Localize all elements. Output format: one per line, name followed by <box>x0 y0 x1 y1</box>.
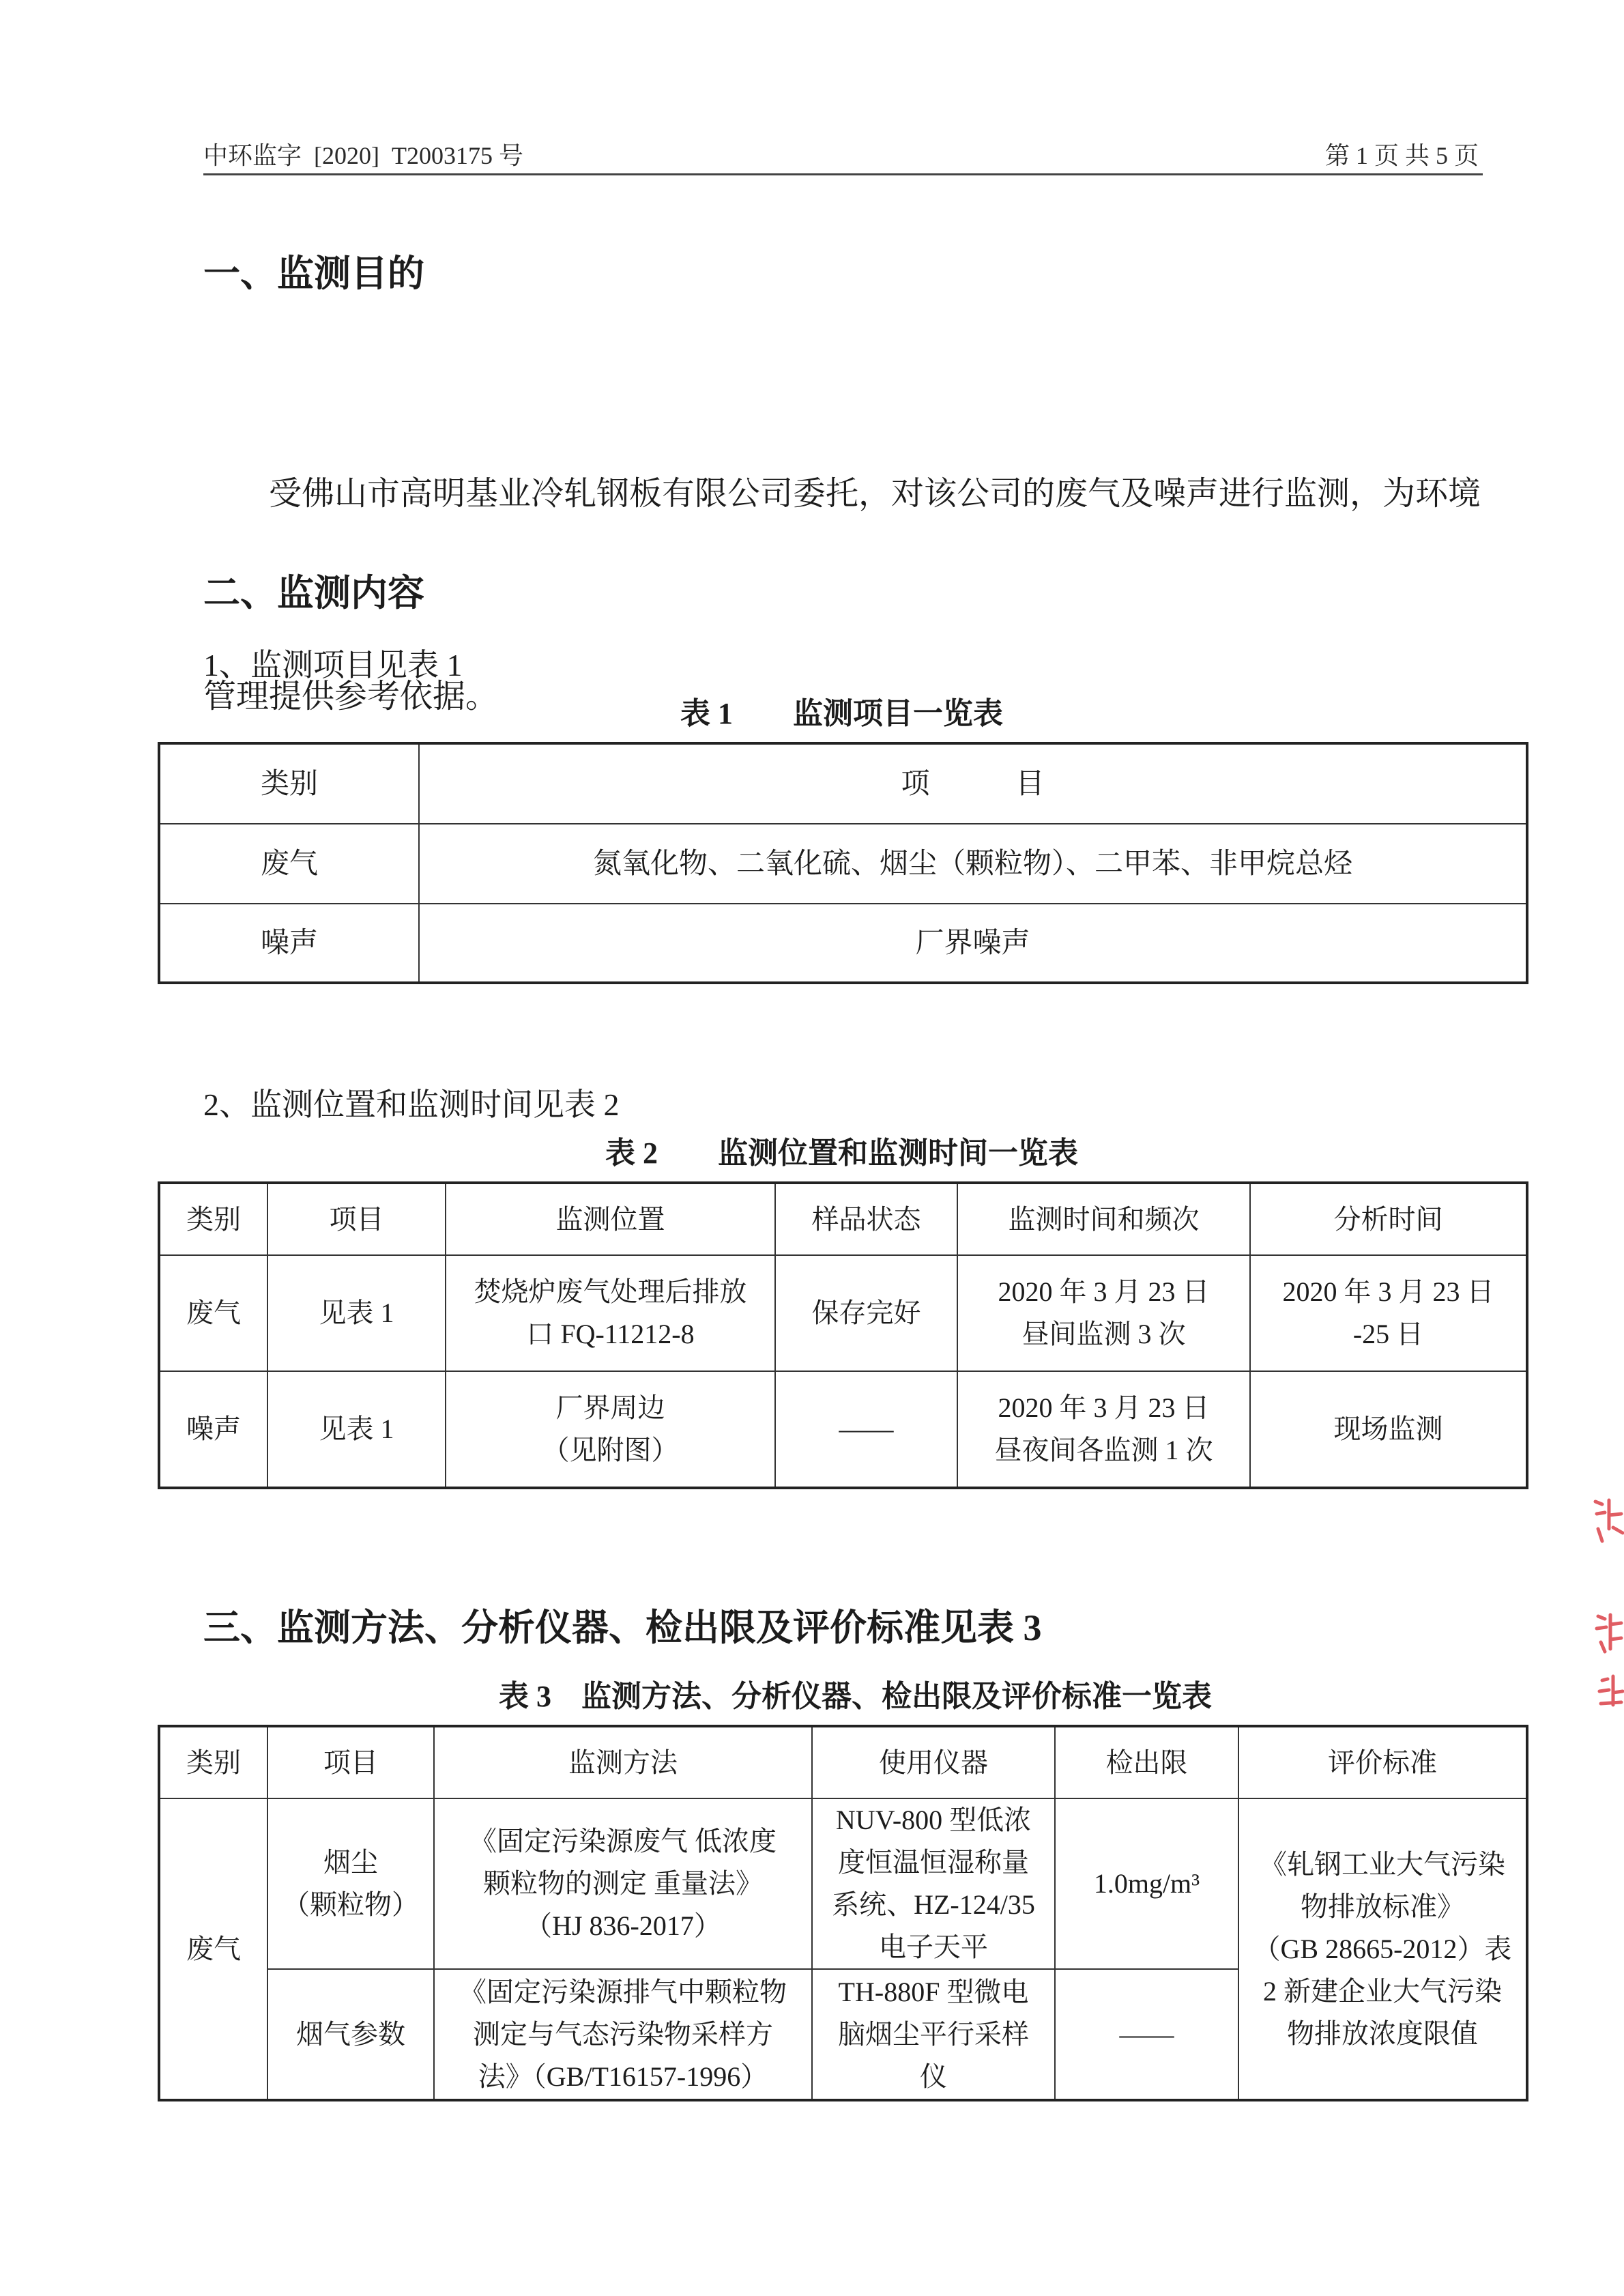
cell-line: 2020 年 3 月 23 日 <box>998 1392 1210 1423</box>
paragraph-line: 管理提供参考依据。 <box>203 678 499 715</box>
table-header-row <box>159 1183 1527 1255</box>
cell-line: 昼夜间各监测 1 次 <box>994 1435 1213 1465</box>
header-rule <box>203 173 1483 175</box>
category-cell: 噪声 <box>159 1371 267 1488</box>
section-heading-methods: 三、监测方法、分析仪器、检出限及评价标准见表 3 <box>203 1607 1042 1648</box>
table-methods-standards <box>158 1725 1528 2101</box>
analysis-time-cell <box>1250 1255 1527 1371</box>
header-cell: 使用仪器 <box>812 1726 1055 1798</box>
table-header-row <box>159 743 1527 824</box>
table-row <box>159 904 1527 983</box>
cell-line: 2020 年 3 月 23 日 <box>998 1276 1210 1307</box>
header-cell: 评价标准 <box>1238 1726 1527 1798</box>
cell-line: 《轧钢工业大气污染 <box>1260 1848 1505 1880</box>
detection-limit-cell: —— <box>1055 1969 1238 2100</box>
cell-line: 颗粒物的测定 重量法》 <box>483 1868 763 1899</box>
cell-line: 厂界周边 <box>555 1392 665 1423</box>
location-cell <box>446 1255 775 1371</box>
table-header-row <box>159 1726 1527 1798</box>
cell-line: -25 日 <box>1352 1319 1424 1349</box>
category-cell: 废气 <box>159 824 419 904</box>
item-cell: 烟气参数 <box>267 1969 434 2100</box>
table-row <box>159 1798 1527 1969</box>
cell-line: 焚烧炉废气处理后排放 <box>474 1276 747 1307</box>
cell-line: 测定与气态污染物采样方 <box>473 2018 773 2050</box>
items-cell: 厂界噪声 <box>419 904 1527 983</box>
detection-limit-cell: 1.0mg/m³ <box>1055 1798 1238 1969</box>
cell-line: 2020 年 3 月 23 日 <box>1282 1276 1494 1307</box>
header-cell: 监测时间和频次 <box>957 1183 1250 1255</box>
document-number: 中环监字 [2020] T2003175 号 <box>203 142 523 169</box>
cell-line: 《固定污染源排气中颗粒物 <box>459 1976 787 2007</box>
sample-state-cell: —— <box>775 1371 957 1488</box>
header-cell: 项目 <box>267 1726 434 1798</box>
cell-line: 法》（GB/T16157-1996） <box>478 2061 768 2092</box>
header-cell: 项 目 <box>419 743 1527 824</box>
header-cell: 监测位置 <box>446 1183 775 1255</box>
table-location-time <box>158 1181 1528 1489</box>
cell-line: 脑烟尘平行采样 <box>838 2018 1029 2050</box>
item-cell: 见表 1 <box>267 1255 446 1371</box>
cell-line: NUV-800 型低浓 <box>835 1805 1032 1835</box>
subsection-item-1: 1、监测项目见表 1 <box>203 648 463 683</box>
instrument-cell <box>812 1969 1055 2100</box>
cell-line: 《固定污染源废气 低浓度 <box>469 1826 777 1856</box>
monitoring-time-cell <box>957 1371 1250 1488</box>
cell-line: 仪 <box>920 2061 947 2092</box>
cell-line: 物排放浓度限值 <box>1287 2018 1478 2049</box>
sample-state-cell: 保存完好 <box>775 1255 957 1371</box>
standard-cell <box>1238 1798 1527 2100</box>
category-cell: 废气 <box>159 1798 267 2100</box>
table2-caption: 表 2 监测位置和监测时间一览表 <box>605 1136 1078 1170</box>
header-cell: 项目 <box>267 1183 446 1255</box>
section-heading-purpose: 一、监测目的 <box>203 253 424 294</box>
header-cell: 样品状态 <box>775 1183 957 1255</box>
table-row <box>159 824 1527 904</box>
table3-caption: 表 3 监测方法、分析仪器、检出限及评价标准一览表 <box>499 1680 1212 1713</box>
category-cell: 废气 <box>159 1255 267 1371</box>
cell-line: 度恒温恒湿称量 <box>838 1847 1029 1878</box>
cell-line: 口 FQ-11212-8 <box>526 1319 695 1349</box>
header-cell: 检出限 <box>1055 1726 1238 1798</box>
table-row <box>159 1255 1527 1371</box>
cell-line: 2 新建企业大气污染 <box>1263 1975 1502 2007</box>
header-cell: 类别 <box>159 1726 267 1798</box>
item-cell: 见表 1 <box>267 1371 446 1488</box>
cell-line: （GB 28665-2012）表 <box>1253 1933 1512 1964</box>
cell-line: （见附图） <box>542 1435 679 1465</box>
paragraph-line: 受佛山市高明基业冷轧钢板有限公司委托，对该公司的废气及噪声进行监测，为环境 <box>269 476 1481 512</box>
cell-line: 电子天平 <box>879 1932 988 1962</box>
seal-fragment <box>1582 1488 1624 1713</box>
method-cell <box>434 1969 812 2100</box>
analysis-time-cell: 现场监测 <box>1250 1371 1527 1488</box>
instrument-cell <box>812 1798 1055 1969</box>
monitoring-time-cell <box>957 1255 1250 1371</box>
header-cell: 分析时间 <box>1250 1183 1527 1255</box>
table-monitoring-items <box>158 742 1528 984</box>
table-row <box>159 1371 1527 1488</box>
cell-line: （HJ 836-2017） <box>525 1910 721 1941</box>
method-cell <box>434 1798 812 1969</box>
table1-caption: 表 1 监测项目一览表 <box>680 697 1003 730</box>
cell-line: 昼间监测 3 次 <box>1021 1319 1186 1349</box>
cell-line: TH-880F 型微电 <box>838 1976 1029 2007</box>
cell-line: 系统、HZ-124/35 <box>832 1889 1035 1920</box>
header-cell: 类别 <box>159 1183 267 1255</box>
subsection-item-2: 2、监测位置和监测时间见表 2 <box>203 1087 620 1122</box>
cell-line: （颗粒物） <box>282 1889 419 1920</box>
section-heading-content: 二、监测内容 <box>203 573 424 614</box>
items-cell: 氮氧化物、二氧化硫、烟尘（颗粒物）、二甲苯、非甲烷总烃 <box>419 824 1527 904</box>
location-cell <box>446 1371 775 1488</box>
item-cell <box>267 1798 434 1969</box>
header-cell: 监测方法 <box>434 1726 812 1798</box>
cell-line: 烟尘 <box>323 1847 378 1878</box>
header-cell: 类别 <box>159 743 419 824</box>
cell-line: 物排放标准》 <box>1301 1891 1464 1922</box>
page-indicator: 第 1 页 共 5 页 <box>1324 142 1479 169</box>
category-cell: 噪声 <box>159 904 419 983</box>
